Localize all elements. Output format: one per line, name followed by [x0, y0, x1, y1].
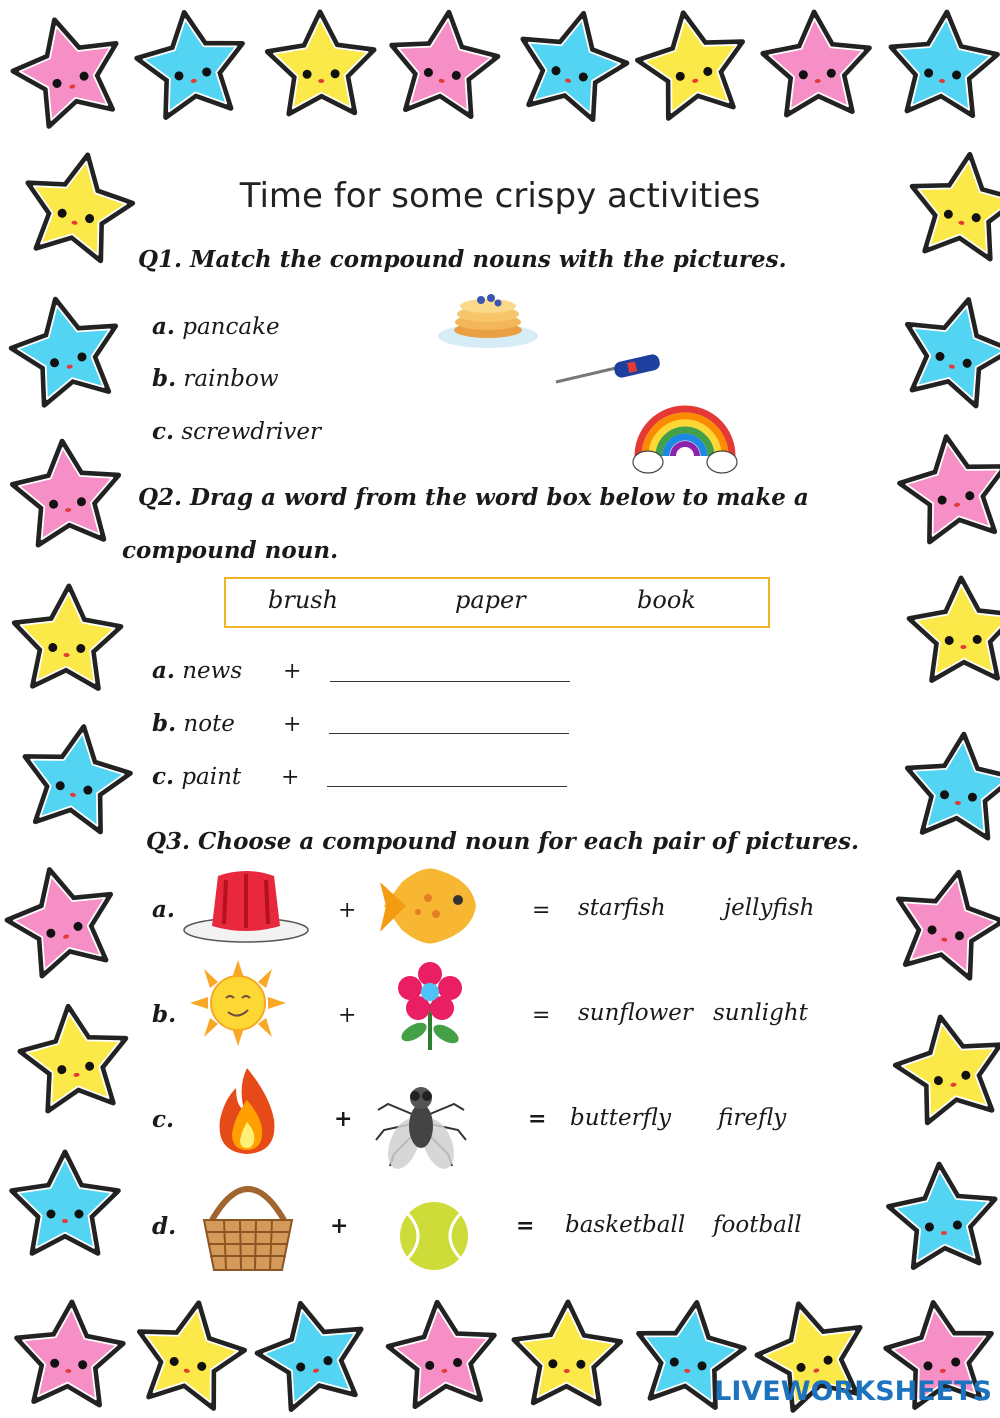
item-word: paint: [181, 764, 242, 790]
item-word: screwdriver: [181, 419, 321, 445]
item-label: b.: [152, 365, 177, 392]
star-decoration: [254, 1296, 372, 1414]
answer-option[interactable]: firefly: [718, 1105, 787, 1131]
star-decoration: [758, 6, 876, 124]
star-decoration: [8, 580, 126, 698]
q3-row-label: b.: [152, 1001, 177, 1028]
answer-blank[interactable]: [329, 733, 569, 734]
ball-picture: [396, 1200, 472, 1272]
plus-sign: +: [283, 712, 302, 737]
sun-picture: [190, 960, 286, 1046]
star-decoration: [8, 435, 126, 553]
equals-sign: =: [532, 1003, 551, 1028]
plus-sign: +: [281, 765, 300, 790]
plus-sign: +: [338, 1003, 357, 1028]
item-label: c.: [152, 418, 175, 445]
q3-row-label: a.: [152, 896, 175, 923]
star-decoration: [900, 728, 1000, 846]
answer-option[interactable]: butterfly: [570, 1105, 671, 1131]
star-decoration: [508, 1296, 626, 1414]
flower-picture: [394, 962, 466, 1052]
star-decoration: [888, 865, 1000, 983]
star-decoration: [384, 1296, 502, 1414]
answer-option[interactable]: basketball: [565, 1212, 686, 1238]
equals-sign: =: [528, 1106, 547, 1132]
item-label: c.: [152, 763, 175, 790]
star-decoration: [10, 12, 128, 130]
answer-blank[interactable]: [327, 786, 567, 787]
star-decoration: [16, 720, 134, 838]
star-decoration: [896, 292, 1000, 410]
q2-heading-line2: compound noun.: [122, 537, 339, 564]
word-box-word[interactable]: book: [637, 586, 696, 614]
q3-row-label: d.: [152, 1213, 177, 1240]
plus-sign: +: [338, 898, 357, 923]
item-word: pancake: [182, 314, 280, 340]
equals-sign: =: [532, 898, 551, 923]
plus-sign: +: [283, 659, 302, 684]
star-decoration: [884, 1158, 1000, 1276]
pancake-picture[interactable]: [438, 290, 542, 352]
jelly-picture: [182, 866, 310, 944]
basket-picture: [200, 1180, 296, 1272]
item-label: a.: [152, 313, 175, 340]
rainbow-picture[interactable]: [632, 400, 738, 478]
q1-heading: Q1. Match the compound nouns with the pictures.: [138, 246, 787, 273]
star-decoration: [130, 1296, 248, 1414]
q3-row-label: c.: [152, 1106, 175, 1133]
star-decoration: [884, 6, 1000, 124]
fire-picture: [212, 1066, 282, 1156]
answer-blank[interactable]: [330, 681, 570, 682]
star-decoration: [384, 6, 502, 124]
fish-picture: [376, 862, 482, 950]
star-decoration: [133, 6, 251, 124]
liveworksheets-logo[interactable]: LIVEWORKSHEETS: [714, 1376, 992, 1407]
q2-item-c: [152, 763, 241, 790]
word-box-word[interactable]: paper: [455, 586, 526, 614]
star-decoration: [16, 1000, 134, 1118]
star-decoration: [8, 292, 126, 410]
q1-item-a: [152, 313, 280, 340]
star-decoration: [892, 1010, 1000, 1128]
item-label: a.: [152, 657, 175, 684]
q1-item-b: [152, 365, 279, 392]
answer-option[interactable]: starfish: [578, 895, 666, 921]
star-decoration: [904, 572, 1000, 690]
star-decoration: [6, 1146, 124, 1264]
answer-option[interactable]: sunlight: [713, 1000, 808, 1026]
equals-sign: =: [516, 1213, 535, 1239]
star-decoration: [512, 6, 630, 124]
star-decoration: [896, 430, 1000, 548]
answer-option[interactable]: sunflower: [578, 1000, 693, 1026]
star-decoration: [4, 862, 122, 980]
word-box-word[interactable]: brush: [268, 586, 339, 614]
screwdriver-picture[interactable]: [552, 350, 664, 386]
answer-option[interactable]: jellyfish: [724, 895, 815, 921]
star-decoration: [634, 6, 752, 124]
q2-heading-line1: Q2. Drag a word from the word box below to make a: [138, 484, 809, 511]
q1-item-c: [152, 418, 321, 445]
page-title: Time for some crispy activities: [239, 176, 761, 216]
answer-option[interactable]: football: [713, 1212, 802, 1238]
item-word: note: [183, 711, 235, 737]
star-decoration: [262, 6, 380, 124]
q3-heading: Q3. Choose a compound noun for each pair of pictures.: [146, 828, 860, 855]
item-word: news: [182, 658, 243, 684]
star-decoration: [10, 1296, 128, 1414]
q2-item-b: [152, 710, 235, 737]
plus-sign: +: [330, 1213, 349, 1239]
q2-item-a: [152, 657, 242, 684]
plus-sign: +: [334, 1106, 353, 1132]
fly-picture: [374, 1074, 468, 1172]
item-label: b.: [152, 710, 177, 737]
item-word: rainbow: [183, 366, 279, 392]
